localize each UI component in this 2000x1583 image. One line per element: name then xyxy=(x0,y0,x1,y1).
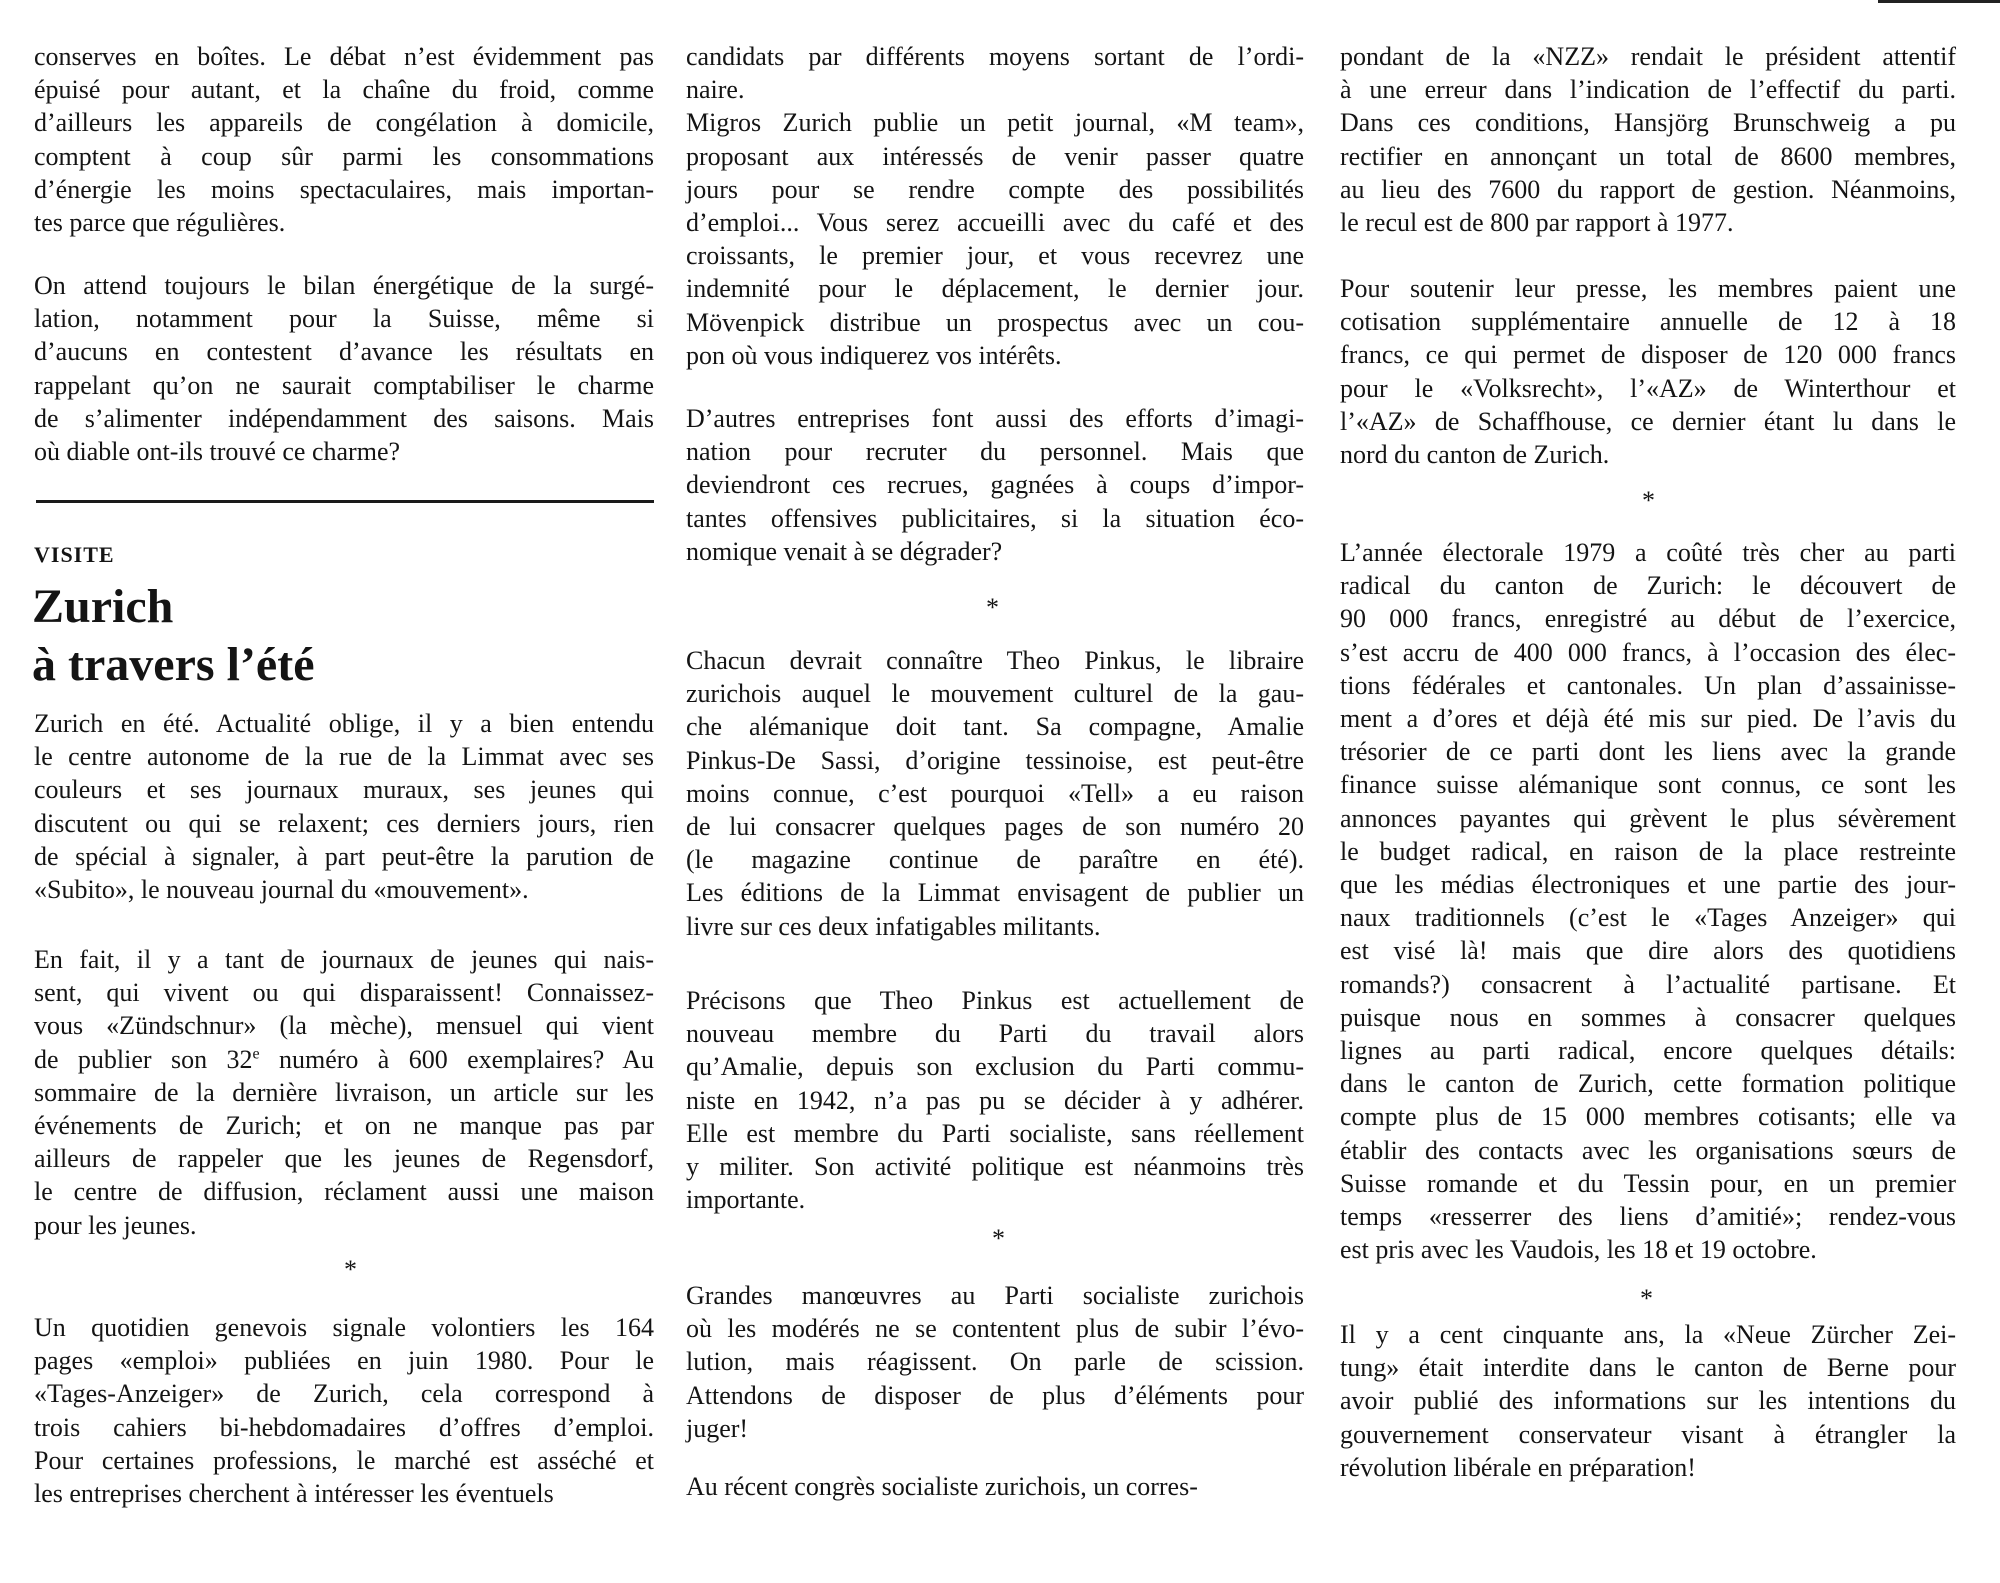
text-line: d’emploi... Vous serez accueilli avec du café et des xyxy=(686,208,1304,237)
text-line: d’ailleurs les appareils de congélation à domicile, xyxy=(34,108,654,138)
text-line: Les éditions de la Limmat envisagent de publier un xyxy=(686,878,1304,908)
text-line: rectifier en annonçant un total de 8600 membres, xyxy=(1340,141,1956,171)
section-separator-asterisk: * xyxy=(1640,1284,1653,1313)
text-line: D’autres entreprises font aussi des efforts d’imagi- xyxy=(686,404,1304,433)
text-line: le budget radical, en raison de la place restreinte xyxy=(1340,836,1956,866)
text-line: tions fédérales et cantonales. Un plan d’assainisse- xyxy=(1340,670,1956,700)
text-line: Grandes manœuvres au Parti socialiste zurichois xyxy=(686,1281,1304,1310)
section-separator-asterisk: * xyxy=(344,1255,357,1284)
text-line: Zurich en été. Actualité oblige, il y a bien entendu xyxy=(34,709,654,738)
section-divider-rule xyxy=(36,500,654,503)
text-line: romands?) consacrent à l’actualité partisane. Et xyxy=(1340,969,1956,999)
text-line: Pour soutenir leur presse, les membres paient une xyxy=(1340,274,1956,303)
text-line: que les médias électroniques et une partie des jour- xyxy=(1340,870,1956,899)
section-separator-asterisk: * xyxy=(986,593,999,622)
text-line: le centre de diffusion, réclament aussi une maison xyxy=(34,1177,654,1207)
text-line: zurichois auquel le mouvement culturel de la gau- xyxy=(686,679,1304,709)
text-line: On attend toujours le bilan énergétique de la surgé- xyxy=(34,271,654,300)
text-line: Chacun devrait connaître Theo Pinkus, le libraire xyxy=(686,646,1304,675)
text-line: annonces payantes qui grèvent le plus sévèrement xyxy=(1340,803,1956,833)
text-line: proposant aux intéressés de venir passer quatre xyxy=(686,141,1304,171)
text-line: juger! xyxy=(686,1413,749,1443)
text-line: tung» était interdite dans le canton de Berne pour xyxy=(1340,1353,1956,1383)
text-line: est visé là! mais que dire alors des quotidiens xyxy=(1340,936,1956,966)
text-line: nouveau membre du Parti du travail alors xyxy=(686,1019,1304,1049)
text-line: lation, notamment pour la Suisse, même si xyxy=(34,304,654,334)
text-line: importante. xyxy=(686,1185,806,1215)
text-line: établir des contacts avec les organisations sœurs de xyxy=(1340,1135,1956,1165)
text-line: pour le «Volksrecht», l’«AZ» de Winterthour et xyxy=(1340,373,1956,403)
text-line: temps «resserrer des liens d’amitié»; rendez-vous xyxy=(1340,1202,1956,1231)
text-line: trois cahiers bi-hebdomadaires d’offres d’emploi. xyxy=(34,1412,654,1442)
text-line: ailleurs de rappeler que les jeunes de Regensdorf, xyxy=(34,1144,654,1174)
text-line: naux traditionnels (c’est le «Tages Anzeiger» qui xyxy=(1340,903,1956,933)
text-line: qu’Amalie, depuis son exclusion du Parti commu- xyxy=(686,1052,1304,1082)
text-line: tantes offensives publicitaires, si la situation éco- xyxy=(686,503,1304,533)
text-line: avoir publié des informations sur les intentions du xyxy=(1340,1386,1956,1416)
headline-line-1: Zurich xyxy=(32,580,174,633)
text-line: Mövenpick distribue un prospectus avec un cou- xyxy=(686,307,1304,337)
section-label: VISITE xyxy=(34,542,115,567)
text-line: cotisation supplémentaire annuelle de 12 à 18 xyxy=(1340,307,1956,337)
text-line: Pinkus-De Sassi, d’origine tessinoise, est peut-être xyxy=(686,745,1304,775)
text-line: Au récent congrès socialiste zurichois, un corres- xyxy=(686,1472,1198,1501)
top-edge-rule xyxy=(1878,0,2000,3)
text-line: de spécial à signaler, à part peut-être la parution de xyxy=(34,841,654,871)
text-line: dans le canton de Zurich, cette formation politique xyxy=(1340,1069,1956,1099)
text-line: Migros Zurich publie un petit journal, «M team», xyxy=(686,108,1304,138)
text-line: discutent ou qui se relaxent; ces derniers jours, rien xyxy=(34,808,654,838)
text-line: 90 000 francs, enregistré au début de l’exercice, xyxy=(1340,604,1956,634)
article-headline xyxy=(32,578,652,694)
text-line: vous «Zündschnur» (la mèche), mensuel qui vient xyxy=(34,1011,654,1041)
text-line: y militer. Son activité politique est néanmoins très xyxy=(686,1152,1304,1181)
text-line: candidats par différents moyens sortant de l’ordi- xyxy=(686,42,1304,71)
text-line: comptent à coup sûr parmi les consommations xyxy=(34,141,654,171)
text-line: L’année électorale 1979 a coûté très cher au parti xyxy=(1340,538,1956,567)
headline-line-2: à travers l’été xyxy=(32,638,315,691)
text-line: s’est accru de 400 000 francs, à l’occasion des élec- xyxy=(1340,637,1956,667)
text-line: jours pour se rendre compte des possibilités xyxy=(686,174,1304,204)
text-line: lignes au parti radical, encore quelques détails: xyxy=(1340,1036,1956,1065)
text-line: le centre autonome de la rue de la Limmat avec ses xyxy=(34,742,654,772)
text-line: d’énergie les moins spectaculaires, mais importan- xyxy=(34,174,654,204)
text-line: pon où vous indiquerez vos intérêts. xyxy=(686,340,1062,370)
text-line: ment a d’ores et déjà été mis sur pied. De l’avis du xyxy=(1340,704,1956,733)
text-line: Précisons que Theo Pinkus est actuellement de xyxy=(686,986,1304,1015)
text-line: Attendons de disposer de plus d’éléments pour xyxy=(686,1380,1304,1410)
text-line: nord du canton de Zurich. xyxy=(1340,440,1610,469)
text-line: rappelant qu’on ne saurait comptabiliser le charme xyxy=(34,370,654,400)
text-line: pour les jeunes. xyxy=(34,1210,197,1240)
text-line: trésorier de ce parti dont les liens avec la grande xyxy=(1340,737,1956,767)
text-line: révolution libérale en préparation! xyxy=(1340,1452,1696,1482)
text-line: nation pour recruter du personnel. Mais que xyxy=(686,437,1304,467)
text-line: Pour certaines professions, le marché est asséché et xyxy=(34,1445,654,1475)
text-line: d’aucuns en contestent d’avance les résultats en xyxy=(34,337,654,367)
text-line: Dans ces conditions, Hansjörg Brunschweig a pu xyxy=(1340,108,1956,138)
section-separator-asterisk: * xyxy=(992,1224,1005,1253)
text-line: Il y a cent cinquante ans, la «Neue Zürcher Zei- xyxy=(1340,1320,1956,1349)
text-line: che alémanique doit tant. Sa compagne, Amalie xyxy=(686,712,1304,742)
text-line: tes parce que régulières. xyxy=(34,208,286,237)
text-line: «Subito», le nouveau journal du «mouvement». xyxy=(34,875,529,904)
text-line: deviendront ces recrues, gagnées à coups d’impor- xyxy=(686,470,1304,500)
text-line: finance suisse alémanique sont connus, ce sont les xyxy=(1340,770,1956,800)
text-line: naire. xyxy=(686,75,745,105)
text-line: En fait, il y a tant de journaux de jeunes qui nais- xyxy=(34,945,654,974)
text-line: événements de Zurich; et on ne manque pas par xyxy=(34,1111,654,1140)
section-separator-asterisk: * xyxy=(1642,486,1655,515)
text-line: Un quotidien genevois signale volontiers les 164 xyxy=(34,1313,654,1342)
text-line: où les modérés ne se contentent plus de subir l’évo- xyxy=(686,1314,1304,1344)
text-line: conserves en boîtes. Le débat n’est évidemment pas xyxy=(34,42,654,71)
text-line: le recul est de 800 par rapport à 1977. xyxy=(1340,208,1734,237)
text-line: «Tages-Anzeiger» de Zurich, cela correspond à xyxy=(34,1379,654,1409)
text-line: couleurs et ses journaux muraux, ses jeunes qui xyxy=(34,775,654,805)
text-line: croissants, le premier jour, et vous recevrez une xyxy=(686,241,1304,271)
text-line: au lieu des 7600 du rapport de gestion. Néanmoins, xyxy=(1340,174,1956,204)
text-line: moins connue, c’est pourquoi «Tell» a eu raison xyxy=(686,778,1304,808)
text-line: Suisse romande et du Tessin pour, en un premier xyxy=(1340,1168,1956,1198)
text-line: est pris avec les Vaudois, les 18 et 19 octobre. xyxy=(1340,1235,1817,1265)
text-line: où diable ont-ils trouvé ce charme? xyxy=(34,437,401,466)
text-line: sent, qui vivent ou qui disparaissent! Connaissez- xyxy=(34,978,654,1008)
text-line: pages «emploi» publiées en juin 1980. Pour le xyxy=(34,1346,654,1376)
text-line: (le magazine continue de paraître en été). xyxy=(686,845,1304,875)
text-line: l’«AZ» de Schaffhouse, ce dernier étant lu dans le xyxy=(1340,406,1956,436)
text-line: niste en 1942, n’a pas pu se décider à y adhérer. xyxy=(686,1085,1304,1115)
text-line: épuisé pour autant, et la chaîne du froid, comme xyxy=(34,75,654,105)
text-line: sommaire de la dernière livraison, un article sur les xyxy=(34,1077,654,1107)
text-line: les entreprises cherchent à intéresser les éventuels xyxy=(34,1479,554,1508)
text-line: compte plus de 15 000 membres cotisants; elle va xyxy=(1340,1102,1956,1132)
text-line: Elle est membre du Parti socialiste, sans réellement xyxy=(686,1118,1304,1148)
text-line: livre sur ces deux infatigables militants. xyxy=(686,911,1101,941)
text-line: indemnité pour le déplacement, le dernier jour. xyxy=(686,274,1304,304)
text-line: à une erreur dans l’indication de l’effectif du parti. xyxy=(1340,75,1956,105)
text-line: gouvernement conservateur visant à étrangler la xyxy=(1340,1419,1956,1449)
text-line: lution, mais réagissent. On parle de scission. xyxy=(686,1347,1304,1377)
text-line: francs, ce qui permet de disposer de 120 000 francs xyxy=(1340,340,1956,370)
text-line: de lui consacrer quelques pages de son numéro 20 xyxy=(686,812,1304,841)
text-line: nomique venait à se dégrader? xyxy=(686,536,1003,566)
text-line: radical du canton de Zurich: le découvert de xyxy=(1340,571,1956,601)
text-line: de publier son 32e numéro à 600 exemplaires? Au xyxy=(34,1044,654,1074)
text-line: pondant de la «NZZ» rendait le président attentif xyxy=(1340,42,1956,71)
text-line: puisque nous en sommes à consacrer quelques xyxy=(1340,1002,1956,1032)
text-line: de s’alimenter indépendamment des saisons. Mais xyxy=(34,403,654,433)
